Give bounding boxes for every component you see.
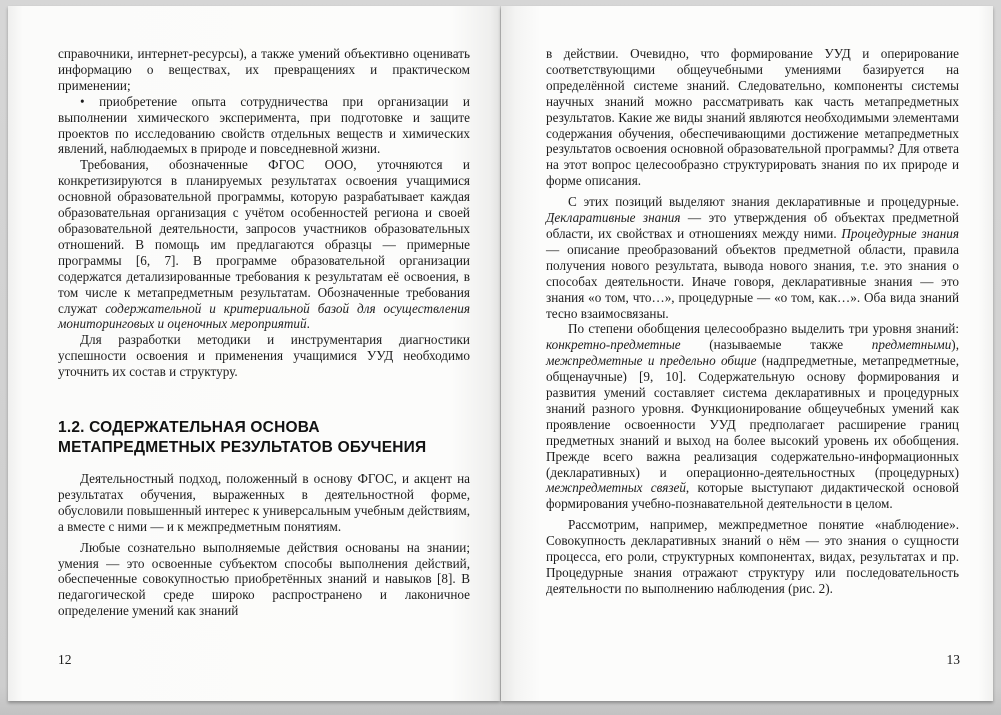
page-number-right: 13 [946,652,960,667]
section-heading: 1.2. СОДЕРЖАТЕЛЬНАЯ ОСНОВА МЕТАПРЕДМЕТНЫХ РЕЗУЛЬТАТОВ ОБУЧЕНИЯ [58,419,427,456]
left-page [8,6,500,701]
paragraph: По степени обобщения целесообразно выделить три уровня знаний: конкретно-предметные (называемые также предметными), межпредметные и предельно общие (надпредметные, метапредметные, общенаучные) [9, 10]. Содержательную основу формирования и развития умений составляет система декларативных и процедурных знаний разного уровня. Функционирование общеучебных умений как проявление освоенности УУД предполагает расширение границ предметных знаний и выход на более высокий уровень их обобщения. Прежде всего важна реализация содержательно-информационных (декларативных) и операционно-деятельностных (процедурных) межпредметных связей, которые выступают дидактической основой формирования учебно-познавательной деятельности в целом. [546,321,960,512]
left-page-content [58,46,470,619]
paragraph: Деятельностный подход, положенный в основу ФГОС, и акцент на результатах обучения, выраженных в деятельностной форме, обусловили повышенный интерес к универсальным учебным действиям, а вместе с ними — и к межпредметным понятиям. [58,471,470,534]
right-page-content [546,46,959,597]
paragraph: Любые сознательно выполняемые действия основаны на знании; умения — это освоенные субъектом способы выполнения действий, обеспеченные совокупностью приобретённых знаний и навыков [8]. В педагогической среде широко распространено и лаконичное определение умений как знаний [58,539,470,619]
page-number-left: 12 [58,652,72,667]
bullet-list-item: • приобретение опыта сотрудничества при организации и выполнении химического эксперимента, при подготовке и защите проектов по исследованию свойств отдельных веществ и химических явлений, наблюдаемых в природе и повседневной жизни. [58,93,470,157]
paragraph: Рассмотрим, например, межпредметное понятие «наблюдение». Совокупность декларативных знаний о нём — это знания о сущности процесса, его роли, структурных компонентах, видах, результатах и пр. Процедурные знания отражают структуру или последовательность деятельности по выполнению наблюдения (рис. 2). [546,517,959,596]
paragraph: Для разработки методики и инструментария диагностики успешности освоения и применения учащимися УУД необходимо уточнить их состав и структуру. [58,332,470,380]
right-page [501,6,993,701]
paragraph: Требования, обозначенные ФГОС ООО, уточняются и конкретизируются в планируемых результатах освоения учащимися основной образовательной программы, которую разрабатывает каждая образовательная организация с учётом особенностей региона и своей образовательной деятельности, запросов участников образовательных отношений. В помощь им предлагаются образцы — примерные программы [6, 7]. В программе образовательной организации содержатся детализированные требования к результатам её освоения, в том числе к метапредметным результатам. Обозначенные требования служат содержательной и критериальной базой для осуществления мониторинговых и оценочных мероприятий. [58,157,470,332]
paragraph: С этих позиций выделяют знания декларативные и процедурные. Декларативные знания — это утверждения об объектах предметной области, их свойствах и отношениях между ними. Процедурные знания — описание преобразований объектов предметной области, правила получения нового результата, вывода нового знания, т.е. это знания о способах деятельности. Иначе говоря, декларативные знания — это знания «о том, что…», процедурные — «о том, как…». Оба вида знаний тесно взаимосвязаны. [546,194,959,321]
paragraph: справочники, интернет-ресурсы), а также умений объективно оценивать информацию о веществах, их превращениях и практическом применении; [58,46,470,93]
paragraph: в действии. Очевидно, что формирование УУД и оперирование соответствующими общеучебными умениями базируется на определённой системе знаний. Следовательно, компоненты системы научных знаний можно рассматривать как часть метапредметных результатов. Какие же виды знаний являются необходимыми элементами содержания обучения, обеспечивающими достижение метапредметных результатов освоения основной образовательной программы? Для ответа на этот вопрос целесообразно структурировать знания по их природе и форме описания. [546,46,959,189]
